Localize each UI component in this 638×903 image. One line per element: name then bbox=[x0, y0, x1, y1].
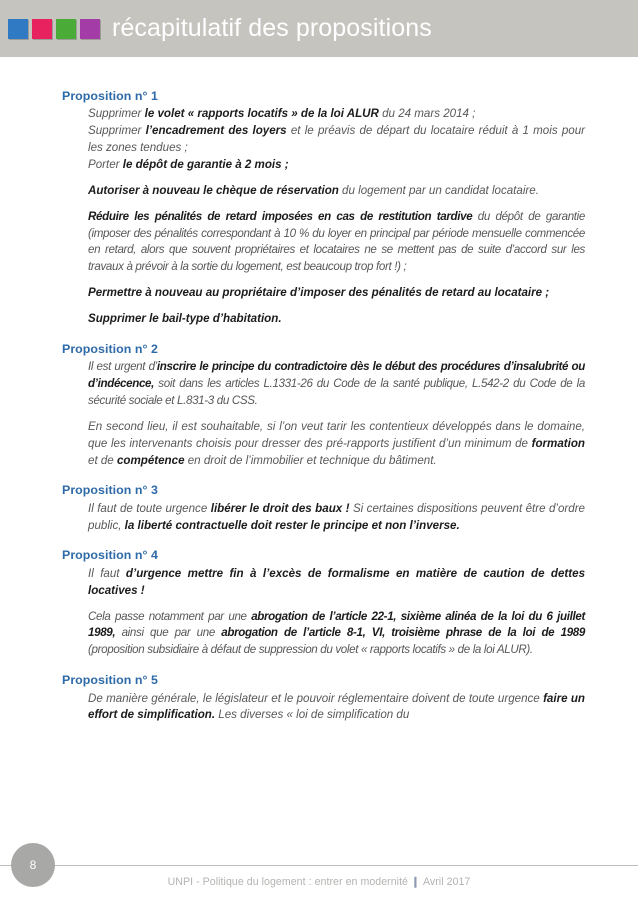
proposition-paragraph bbox=[88, 501, 585, 535]
page-title: récapitulatif des propositions bbox=[112, 14, 432, 42]
emphasis-text: faire un effort de simplification. bbox=[88, 691, 585, 722]
body-text: (proposition subsidiaire à défaut de suppression du volet « rapports locatifs » de la loi ALUR). bbox=[88, 643, 533, 657]
proposition-heading: Proposition n° 3 bbox=[62, 483, 158, 498]
body-text: Supprimer bbox=[88, 107, 145, 121]
body-text: et de bbox=[88, 453, 117, 467]
page-number-badge: 8 bbox=[11, 843, 55, 887]
logo-square-green bbox=[56, 19, 76, 39]
body-text: soit dans les articles L.1331-26 du Code de la santé publique, L.542-2 du Code de la sécurité sociale et L.831-3 du CSS. bbox=[88, 377, 585, 407]
proposition-block bbox=[62, 482, 585, 534]
proposition-block bbox=[62, 672, 585, 724]
proposition-heading: Proposition n° 5 bbox=[62, 673, 158, 688]
proposition-paragraph bbox=[88, 183, 585, 200]
emphasis-text: formation bbox=[531, 436, 585, 450]
proposition-paragraph bbox=[88, 359, 585, 410]
emphasis-text: d’urgence mettre fin à l’excès de formalisme en matière de caution de dettes locatives ! bbox=[88, 566, 586, 597]
logo-square-purple bbox=[80, 19, 100, 39]
emphasis-text: Permettre à nouveau au propriétaire d’imposer des pénalités de retard au locataire ; bbox=[88, 286, 550, 300]
emphasis-text: l’encadrement des loyers bbox=[145, 124, 287, 138]
body-text: Il faut bbox=[88, 566, 126, 580]
proposition-block bbox=[62, 547, 585, 659]
proposition-block bbox=[62, 341, 585, 470]
body-text: du dépôt de garantie (imposer des pénalités correspondant à 10 % du loyer en principal par période mensuelle commencée en retard, alors que souvent propriétaires et locataires ne se mettent pas de suite d’accord sur les travaux à prévoir à la sortie du logement, est beaucoup trop fort !) ; bbox=[88, 209, 585, 274]
body-text: ainsi que par une bbox=[115, 626, 222, 640]
body-text: Supprimer bbox=[88, 124, 146, 138]
emphasis-text: abrogation de l’article 8-1, VI, troisième phrase de la loi de 1989 bbox=[221, 626, 585, 640]
proposition-paragraph bbox=[88, 209, 585, 276]
emphasis-text: compétence bbox=[116, 453, 185, 467]
proposition-paragraph bbox=[88, 566, 585, 600]
proposition-paragraph bbox=[88, 691, 585, 725]
proposition-paragraph bbox=[88, 419, 585, 470]
body-text: Il faut de toute urgence bbox=[88, 501, 211, 515]
proposition-paragraph bbox=[88, 285, 585, 302]
body-text: Les diverses « loi de simplification du bbox=[215, 708, 410, 722]
emphasis-text: Réduire les pénalités de retard imposées en cas de restitution tardive bbox=[88, 209, 473, 223]
footer-divider bbox=[0, 865, 638, 866]
emphasis-text: Autoriser à nouveau le chèque de réservation bbox=[88, 183, 339, 197]
footer-document-title: UNPI - Politique du logement : entrer en modernité bbox=[167, 876, 409, 888]
propositions-list bbox=[62, 88, 585, 724]
page-header-band bbox=[0, 0, 638, 57]
footer-caption bbox=[0, 876, 638, 888]
body-text: du 24 mars 2014 ; bbox=[378, 107, 476, 121]
body-text: Si certaines dispositions peuvent être d’ordre public, bbox=[88, 501, 585, 532]
emphasis-text: abrogation de l’article 22-1, sixième alinéa de la loi du 6 juillet 1989, bbox=[88, 609, 585, 640]
proposition-heading: Proposition n° 1 bbox=[62, 89, 158, 103]
proposition-paragraph bbox=[88, 106, 585, 123]
body-text: Il est urgent d’ bbox=[88, 360, 157, 374]
body-text: en droit de l’immobilier et technique du bâtiment. bbox=[184, 453, 437, 467]
body-text: Porter bbox=[88, 157, 123, 171]
emphasis-text: inscrire le principe du contradictoire dès le début des procédures d’insalubrité ou d’indécence, bbox=[88, 360, 585, 391]
logo-square-blue bbox=[8, 19, 28, 39]
page-footer bbox=[0, 846, 638, 903]
emphasis-text: le volet « rapports locatifs » de la loi ALUR bbox=[144, 107, 379, 121]
body-text: du logement par un candidat locataire. bbox=[338, 183, 539, 197]
footer-date: Avril 2017 bbox=[422, 876, 471, 888]
emphasis-text: le dépôt de garantie à 2 mois ; bbox=[122, 157, 289, 171]
proposition-heading: Proposition n° 2 bbox=[62, 341, 158, 356]
proposition-paragraph bbox=[88, 311, 585, 328]
emphasis-text: libérer le droit des baux ! bbox=[210, 501, 350, 515]
logo-squares bbox=[8, 19, 100, 39]
emphasis-text: la liberté contractuelle doit rester le principe et non l’inverse. bbox=[124, 518, 460, 532]
body-text: et le préavis de départ du locataire réduit à 1 mois pour les zones tendues ; bbox=[88, 124, 585, 155]
proposition-block bbox=[62, 88, 585, 328]
body-text: En second lieu, il est souhaitable, si l’on veut tarir les contentieux développés dans le domaine, que les intervenants choisis pour dresser des pré-rapports justifient d’un minimum de bbox=[88, 419, 585, 450]
proposition-heading: Proposition n° 4 bbox=[62, 548, 158, 563]
body-text: De manière générale, le législateur et le pouvoir réglementaire doivent de toute urgence bbox=[88, 691, 544, 705]
proposition-paragraph bbox=[88, 609, 585, 660]
document-content bbox=[0, 57, 638, 846]
logo-square-pink bbox=[32, 19, 52, 39]
body-text: Cela passe notamment par une bbox=[88, 609, 252, 623]
emphasis-text: Supprimer le bail-type d’habitation. bbox=[88, 311, 282, 325]
proposition-paragraph bbox=[88, 157, 585, 174]
proposition-paragraph bbox=[88, 123, 585, 157]
footer-separator-icon: ❙ bbox=[411, 876, 420, 888]
